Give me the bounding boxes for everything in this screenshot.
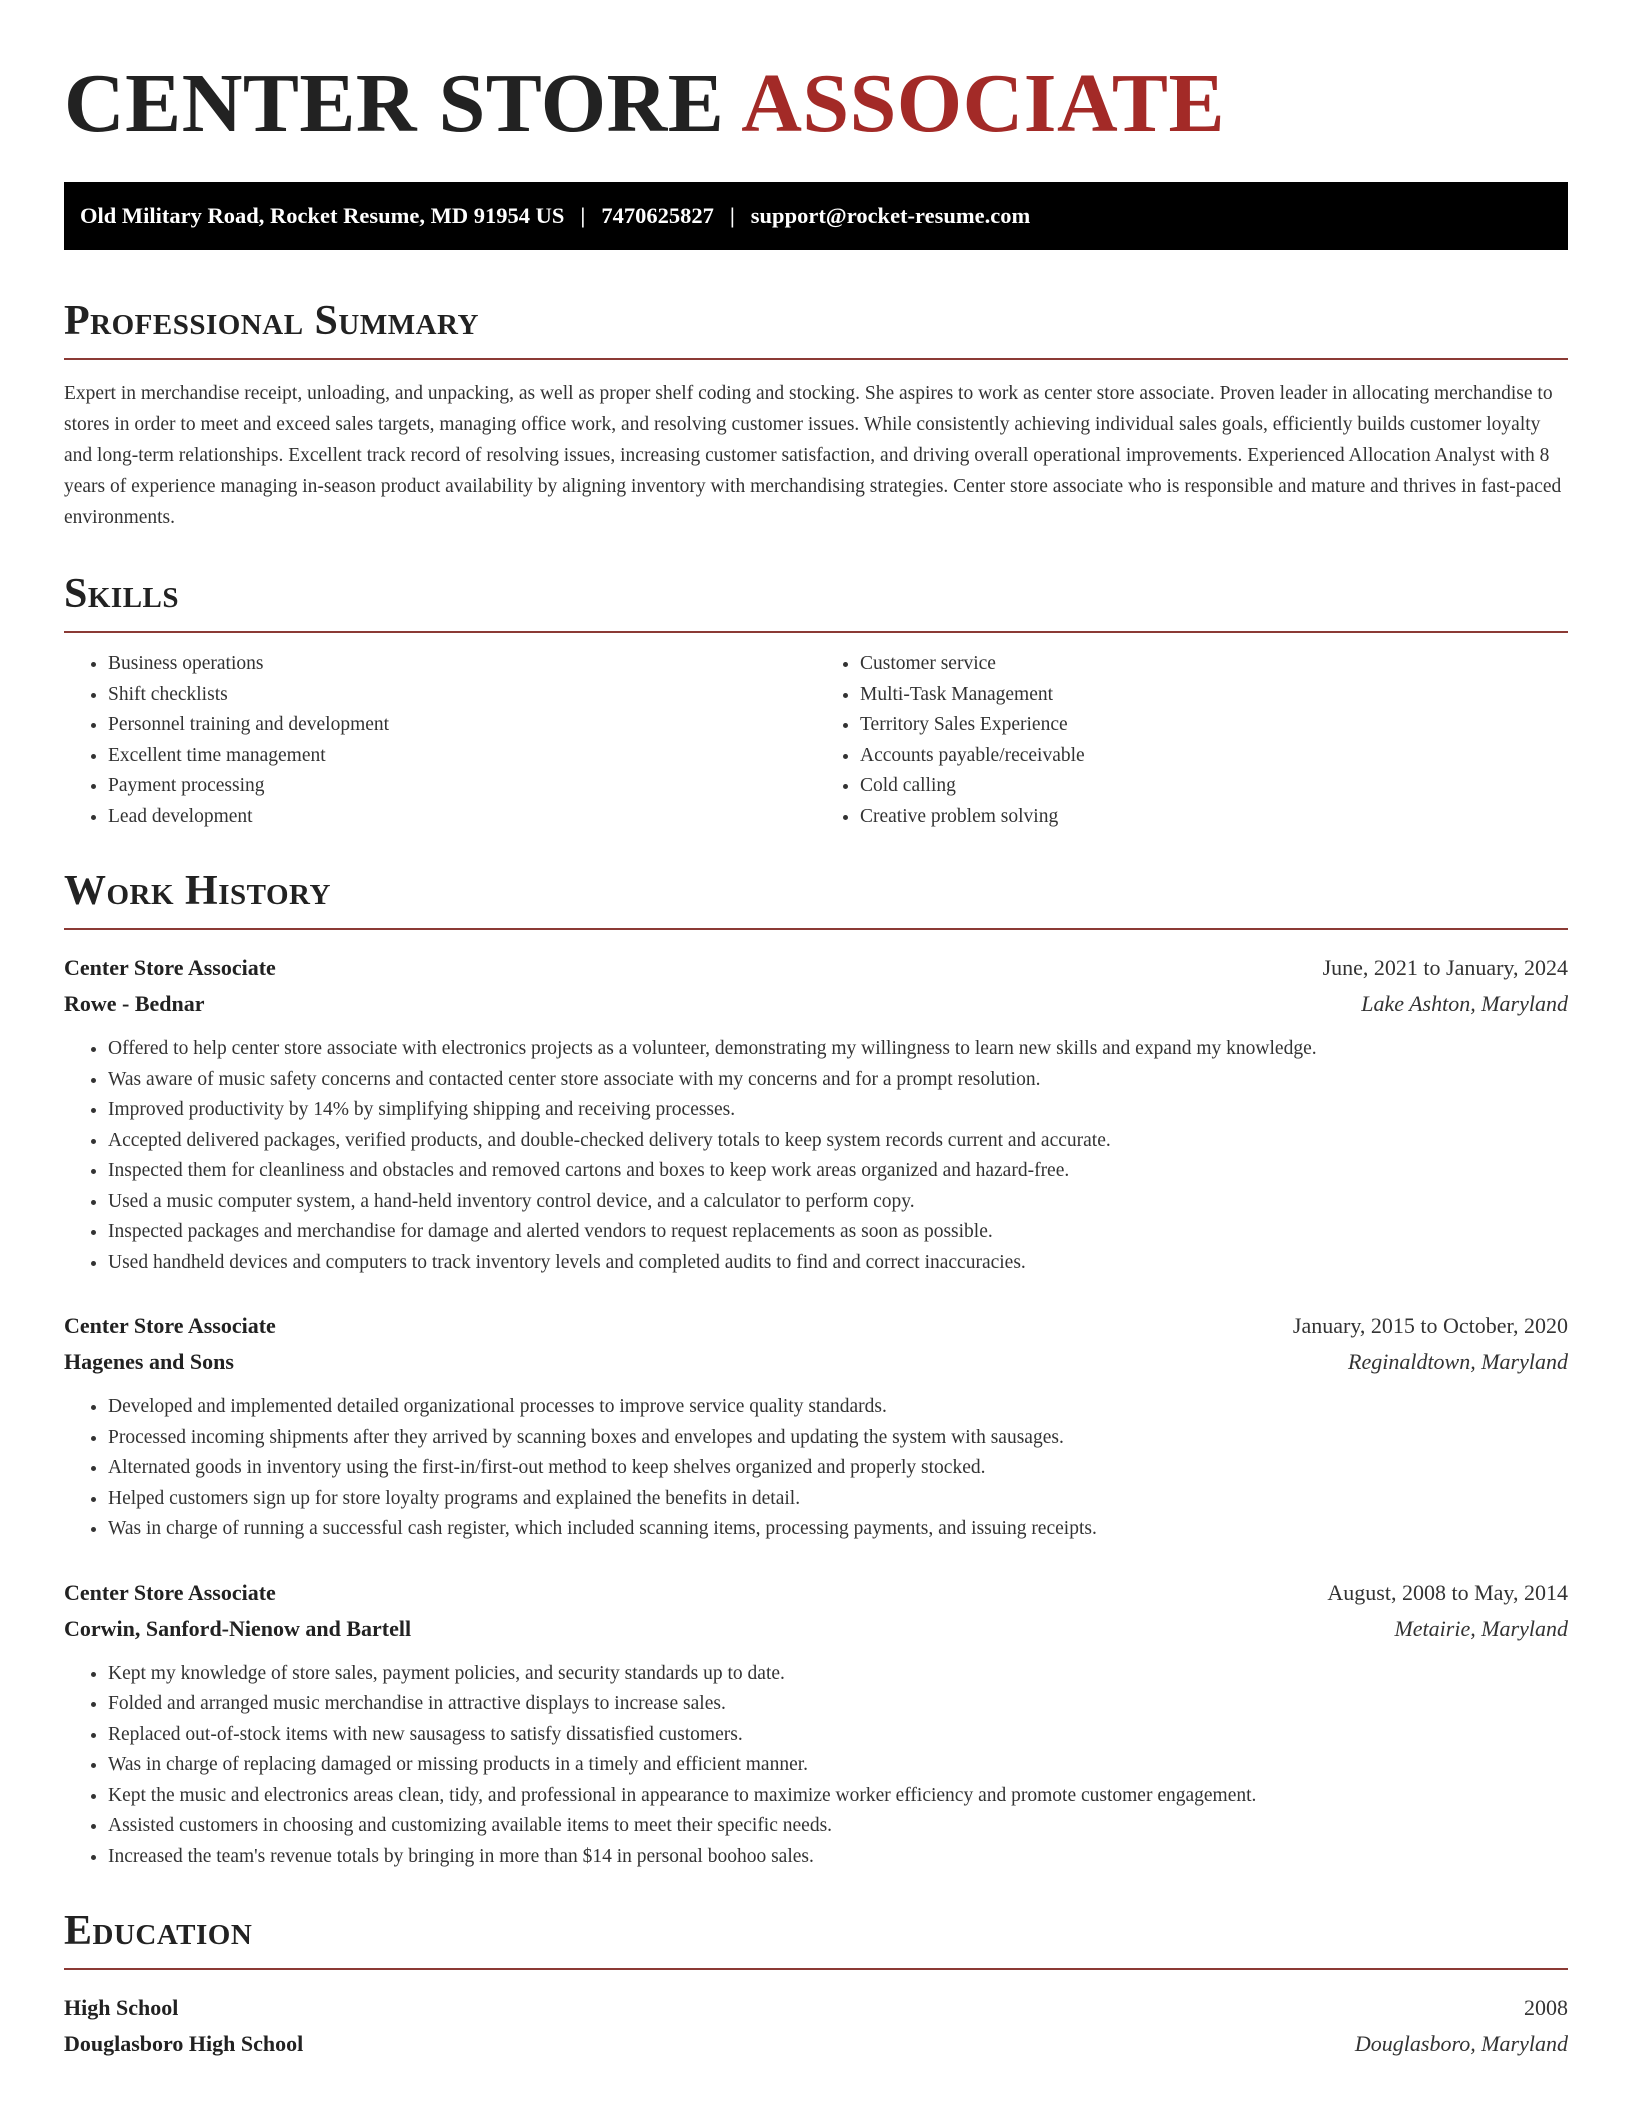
education-row xyxy=(64,1990,1568,2026)
skill-item: • Territory Sales Experience xyxy=(860,710,1568,741)
job-entry xyxy=(64,1308,1568,1545)
resume-title xyxy=(64,57,1568,150)
job-header-row xyxy=(64,1575,1568,1611)
job-bullet: • Processed incoming shipments after they arrived by scanning boxes and envelopes and updating the system with sausages. xyxy=(108,1423,1568,1454)
job-bullet: • Used handheld devices and computers to track inventory levels and completed audits to find and correct inaccuracies. xyxy=(108,1248,1568,1279)
job-dates: August, 2008 to May, 2014 xyxy=(1327,1579,1568,1605)
job-bullet: • Replaced out-of-stock items with new sausagess to satisfy dissatisfied customers. xyxy=(108,1720,1568,1751)
education-section xyxy=(64,1910,1568,2062)
job-bullet: • Helped customers sign up for store loyalty programs and explained the benefits in detail. xyxy=(108,1484,1568,1515)
skills-heading: Skills xyxy=(64,573,1568,633)
job-header-row xyxy=(64,950,1568,986)
skill-item: • Personnel training and development xyxy=(108,710,816,741)
education-degree: High School xyxy=(64,1995,179,2020)
title-part-1: CENTER STORE xyxy=(64,57,725,150)
job-header-row xyxy=(64,1344,1568,1380)
skills-list-left xyxy=(64,649,816,832)
contact-phone: 7470625827 xyxy=(601,203,714,228)
job-bullet: • Alternated goods in inventory using the first-in/first-out method to keep shelves organized and properly stocked. xyxy=(108,1453,1568,1484)
contact-email: support@rocket-resume.com xyxy=(750,203,1031,228)
contact-separator: | xyxy=(580,203,586,228)
contact-separator: | xyxy=(729,203,735,228)
skill-item: • Customer service xyxy=(860,649,1568,680)
skills-section xyxy=(64,573,1568,832)
job-location: Lake Ashton, Maryland xyxy=(1361,991,1568,1016)
job-bullet: • Offered to help center store associate with electronics projects as a volunteer, demonstrating my willingness to learn new skills and expand my knowledge. xyxy=(108,1034,1568,1065)
skills-columns xyxy=(64,649,1568,832)
skill-item: • Excellent time management xyxy=(108,741,816,772)
job-company: Corwin, Sanford-Nienow and Bartell xyxy=(64,1615,412,1641)
education-school: Douglasboro High School xyxy=(64,2031,304,2056)
skill-item: • Payment processing xyxy=(108,771,816,802)
job-bullet: • Was in charge of replacing damaged or missing products in a timely and efficient manner. xyxy=(108,1750,1568,1781)
job-title: Center Store Associate xyxy=(64,1313,276,1338)
summary-text: Expert in merchandise receipt, unloading, and unpacking, as well as proper shelf coding and stocking. She aspires to work as center store associate. Proven leader in allocating merchandise to stores in order to meet and exceed sales targets, managing office work, and resolving customer issues. While consistently achieving individual sales goals, efficiently builds customer loyalty and long-term relationships. Excellent track record of resolving issues, increasing customer satisfaction, and driving overall operational improvements. Experienced Allocation Analyst with 8 years of experience managing in-season product availability by aligning inventory with merchandising strategies. Center store associate who is responsible and mature and thrives in fast-paced environments. xyxy=(64,383,1562,528)
job-company: Hagenes and Sons xyxy=(64,1349,234,1374)
job-bullet: • Kept my knowledge of store sales, payment policies, and security standards up to date. xyxy=(108,1659,1568,1690)
job-bullet: • Inspected them for cleanliness and obstacles and removed cartons and boxes to keep work areas organized and hazard-free. xyxy=(108,1156,1568,1187)
job-dates: June, 2021 to January, 2024 xyxy=(1322,955,1568,980)
skill-item: • Lead development xyxy=(108,802,816,833)
education-location: Douglasboro, Maryland xyxy=(1354,2031,1568,2056)
job-location: Reginaldtown, Maryland xyxy=(1348,1349,1568,1374)
job-bullet: • Accepted delivered packages, verified products, and double-checked delivery totals to keep system records current and accurate. xyxy=(108,1126,1568,1157)
education-row xyxy=(64,2026,1568,2062)
job-bullet: • Was in charge of running a successful cash register, which included scanning items, processing payments, and issuing receipts. xyxy=(108,1514,1568,1545)
contact-address: Old Military Road, Rocket Resume, MD 91954 US xyxy=(80,203,565,228)
job-bullet: • Developed and implemented detailed organizational processes to improve service quality standards. xyxy=(108,1392,1568,1423)
job-list xyxy=(64,950,1568,1872)
work-heading: Work History xyxy=(64,870,1568,930)
contact-bar xyxy=(64,182,1568,250)
skill-item: • Cold calling xyxy=(860,771,1568,802)
summary-heading: Professional Summary xyxy=(64,300,1568,360)
skill-item: • Creative problem solving xyxy=(860,802,1568,833)
title-part-2: ASSOCIATE xyxy=(741,57,1225,150)
job-bullets xyxy=(64,1392,1568,1545)
job-bullet: • Improved productivity by 14% by simplifying shipping and receiving processes. xyxy=(108,1095,1568,1126)
job-bullet: • Kept the music and electronics areas clean, tidy, and professional in appearance to maximize worker efficiency and promote customer engagement. xyxy=(108,1781,1568,1812)
skill-item: • Shift checklists xyxy=(108,680,816,711)
job-company: Rowe - Bednar xyxy=(64,991,205,1016)
skill-item: • Multi-Task Management xyxy=(860,680,1568,711)
skill-item: • Business operations xyxy=(108,649,816,680)
job-title: Center Store Associate xyxy=(64,955,276,980)
job-location: Metairie, Maryland xyxy=(1394,1615,1568,1641)
job-bullet: • Was aware of music safety concerns and contacted center store associate with my concerns and for a prompt resolution. xyxy=(108,1065,1568,1096)
education-year: 2008 xyxy=(1524,1995,1568,2020)
education-heading: Education xyxy=(64,1910,1568,1970)
skill-item: • Accounts payable/receivable xyxy=(860,741,1568,772)
job-entry xyxy=(64,1575,1568,1873)
job-entry xyxy=(64,950,1568,1278)
job-bullet: • Used a music computer system, a hand-held inventory control device, and a calculator to perform copy. xyxy=(108,1187,1568,1218)
job-title: Center Store Associate xyxy=(64,1579,276,1605)
job-bullet: • Increased the team's revenue totals by bringing in more than $14 in personal boohoo sales. xyxy=(108,1842,1568,1873)
job-bullet: • Assisted customers in choosing and customizing available items to meet their specific needs. xyxy=(108,1811,1568,1842)
job-dates: January, 2015 to October, 2020 xyxy=(1292,1313,1568,1338)
skills-list-right xyxy=(816,649,1568,832)
job-bullets xyxy=(64,1034,1568,1278)
job-bullet: • Inspected packages and merchandise for damage and alerted vendors to request replacements as soon as possible. xyxy=(108,1217,1568,1248)
job-bullet: • Folded and arranged music merchandise in attractive displays to increase sales. xyxy=(108,1689,1568,1720)
job-bullets xyxy=(64,1659,1568,1873)
job-header-row xyxy=(64,1611,1568,1647)
education-entry xyxy=(64,1990,1568,2062)
summary-section xyxy=(64,300,1568,533)
job-header-row xyxy=(64,986,1568,1022)
job-header-row xyxy=(64,1308,1568,1344)
work-section xyxy=(64,870,1568,1872)
